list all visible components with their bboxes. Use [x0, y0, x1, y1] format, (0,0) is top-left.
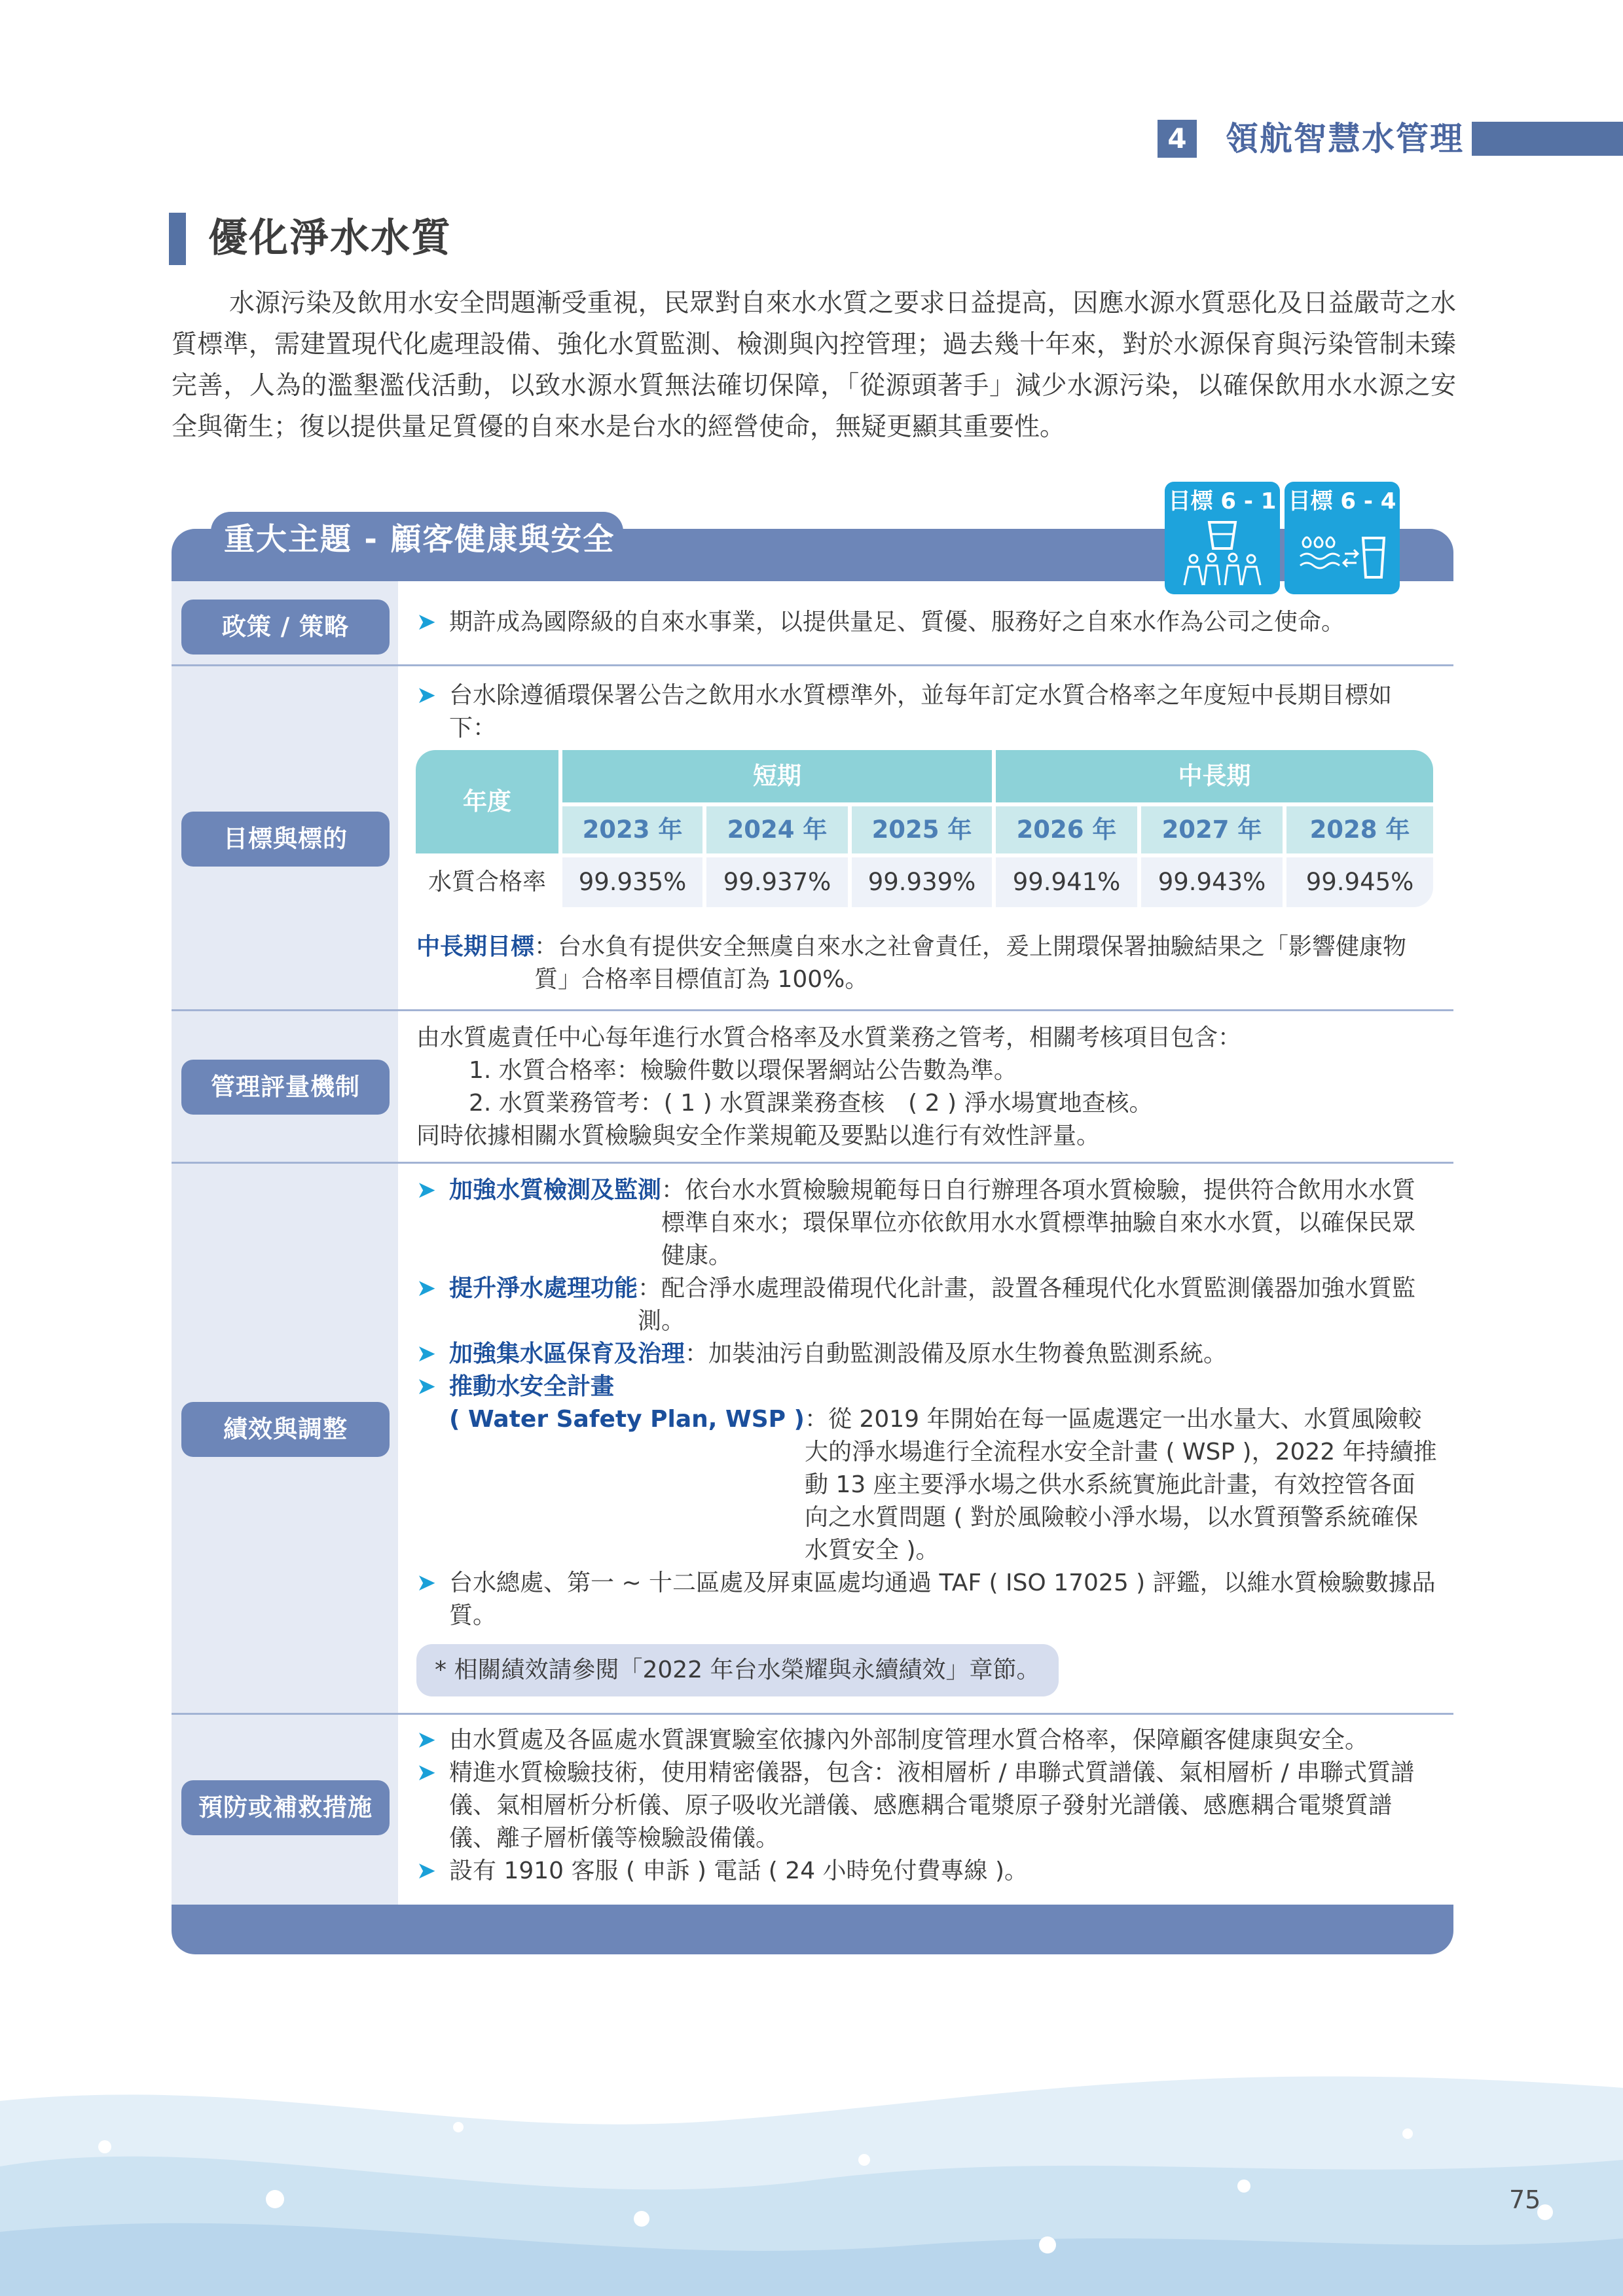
- rate-value-cell: 99.935%: [562, 857, 702, 907]
- chapter-title: 領航智慧水管理: [1226, 120, 1464, 158]
- theme-title: 重大主題 - 顧客健康與安全: [224, 522, 615, 558]
- row-policy: [172, 581, 1453, 666]
- intro-text: 水源污染及飲用水安全問題漸受重視，民眾對自來水水質之要求日益提高，因應水源水質惡化及日益嚴苛之水質標準，需建置現代化處理設備、強化水質監測、檢測與內控管理；過去幾十年來，對於水源保育與污染管制未臻完善，人為的濫墾濫伐活動，以致水源水質無法確切保障，「從源頭著手」減少水源污染，以確保飲用水水源之安全與衛生；復以提供量足質優的自來水是台水的經營使命，無疑更顯其重要性。: [172, 289, 1456, 442]
- arrow-bullet-icon: ➤: [416, 682, 437, 709]
- sdg-6-4-label: 目標 6 - 4: [1288, 488, 1396, 514]
- year-header: 年度: [463, 787, 511, 816]
- rate-value-cell: 99.945%: [1286, 857, 1433, 907]
- mgmt-line-4: 同時依據相關水質檢驗與安全作業規範及要點以進行有效性評量。: [416, 1122, 1101, 1149]
- table-footer-band: [172, 1905, 1453, 1954]
- row-prevent: [172, 1715, 1453, 1905]
- sdg-6-1-label: 目標 6 - 1: [1168, 488, 1277, 514]
- water-wave-decoration: [0, 2049, 1623, 2296]
- arrow-bullet-icon: ➤: [416, 1727, 437, 1753]
- perf-bullet-2: ➤ 提升淨水處理功能 ：配合淨水處理設備現代化計畫，設置各種現代化水質監測儀器加強水質監測。: [416, 1272, 1438, 1338]
- policy-text: 期許成為國際級的自來水事業，以提供量足、質優、服務好之自來水作為公司之使命。: [449, 609, 1345, 636]
- prevent-bullet-1: ➤ 由水質處及各區處水質課實驗室依據內外部制度管理水質合格率，保障顧客健康與安全。: [416, 1724, 1438, 1757]
- arrow-bullet-icon: ➤: [416, 1177, 437, 1204]
- perf-content: [416, 1174, 1438, 1696]
- year-cell: 2024 年: [706, 806, 848, 853]
- row-perf: [172, 1164, 1453, 1715]
- mgmt-line-1: 由水質處責任中心每年進行水質合格率及水質業務之管考，相關考核項目包含：: [416, 1024, 1242, 1051]
- sdg-6-1-badge: [1165, 482, 1280, 594]
- header-accent-bar: [1472, 122, 1623, 156]
- year-cell: 2028 年: [1286, 806, 1433, 853]
- arrow-bullet-icon: ➤: [416, 1857, 437, 1884]
- year-cell: 2023 年: [562, 806, 702, 853]
- water-efficiency-icon: [1295, 520, 1389, 588]
- quality-target-table: [416, 750, 1437, 896]
- prevent-content: [416, 1724, 1438, 1888]
- mgmt-line-3: 2. 水質業務管考：( 1 ) 水質課業務查核 ( 2 ) 淨水場實地查核。: [469, 1090, 1153, 1117]
- year-cell: 2025 年: [852, 806, 992, 853]
- mid-long-term-header: 中長期: [996, 750, 1433, 802]
- mid-long-goal: [416, 931, 1438, 996]
- mid-long-goal-text: ：台水負有提供安全無虞自來水之社會責任，爰上開環保署抽驗結果之「影響健康物質」合格率目標值訂為 100%。: [534, 933, 1407, 993]
- label-mgmt: 管理評量機制: [181, 1060, 390, 1115]
- arrow-bullet-icon: ➤: [416, 1340, 437, 1367]
- arrow-bullet-icon: ➤: [416, 1373, 437, 1400]
- prevent-bullet-2: ➤ 精進水質檢驗技術，使用精密儀器，包含：液相層析 / 串聯式質譜儀、氣相層析 / 串聯式質譜儀、氣相層析分析儀、原子吸收光譜儀、感應耦合電漿原子發射光譜儀、感應耦合電漿質譜儀、離子層析儀等檢驗設備儀。: [416, 1757, 1438, 1855]
- chapter-number: 4: [1158, 120, 1197, 158]
- rate-value-cell: 99.941%: [996, 857, 1137, 907]
- section-title: 優化淨水水質: [208, 215, 452, 261]
- year-cell: 2027 年: [1141, 806, 1283, 853]
- drinking-water-icon: [1175, 520, 1269, 588]
- mgmt-content: [416, 1022, 1438, 1153]
- target-text: 台水除遵循環保署公告之飲用水水質標準外，並每年訂定水質合格率之年度短中長期目標如下：: [449, 682, 1393, 742]
- arrow-bullet-icon: ➤: [416, 1570, 437, 1596]
- row-mgmt: [172, 1011, 1453, 1164]
- label-prevent: 預防或補救措施: [181, 1780, 390, 1835]
- arrow-bullet-icon: ➤: [416, 1759, 437, 1786]
- perf-bullet-3: ➤ 加強集水區保育及治理 ：加裝油污自動監測設備及原水生物養魚監測系統。: [416, 1338, 1438, 1371]
- section-title-bar: [169, 213, 186, 265]
- perf-note: * 相關績效請參閱「2022 年台水榮耀與永續績效」章節。: [416, 1644, 1059, 1696]
- label-target: 目標與標的: [181, 812, 390, 867]
- rate-value-cell: 99.937%: [706, 857, 848, 907]
- arrow-bullet-icon: ➤: [416, 1275, 437, 1302]
- rate-row-label: 水質合格率: [428, 869, 546, 895]
- prevent-bullet-3: ➤ 設有 1910 客服 ( 申訴 ) 電話 ( 24 小時免付費專線 )。: [416, 1855, 1438, 1888]
- sdg-6-4-badge: [1285, 482, 1400, 594]
- arrow-bullet-icon: ➤: [416, 609, 437, 636]
- year-cell: 2026 年: [996, 806, 1137, 853]
- target-intro: [416, 679, 1425, 745]
- intro-paragraph: [172, 283, 1456, 448]
- mid-long-goal-key: 中長期目標: [416, 933, 535, 960]
- perf-bullet-1: ➤ 加強水質檢測及監測 ：依台水水質檢驗規範每日自行辦理各項水質檢驗，提供符合飲用水水質標準自來水；環保單位亦依飲用水水質標準抽驗自來水水質，以確保民眾健康。: [416, 1174, 1438, 1272]
- label-perf: 績效與調整: [181, 1402, 390, 1457]
- page-number: 75: [1509, 2185, 1541, 2214]
- label-policy: 政策 / 策略: [181, 600, 390, 655]
- mgmt-line-2: 1. 水質合格率：檢驗件數以環保署網站公告數為準。: [469, 1057, 1017, 1084]
- short-term-header: 短期: [562, 750, 992, 802]
- rate-value-cell: 99.939%: [852, 857, 992, 907]
- perf-bullet-5: ➤ 台水總處、第一 ~ 十二區處及屏東區處均通過 TAF ( ISO 17025 ) 評鑑，以維水質檢驗數據品質。: [416, 1567, 1438, 1632]
- policy-content: [416, 606, 1425, 639]
- perf-bullet-4: ➤ 推動水安全計畫 ( Water Safety Plan, WSP ) ：從 2019 年開始在每一區處選定一出水量大、水質風險較大的淨水場進行全流程水安全計畫 ( WSP )，2022 年持續推動 13 座主要淨水場之供水系統實施此計畫，有效控管各面向之水質問題 ( 對於風險較小淨水場，以水質預警系統確保水質安全 )。: [416, 1371, 1438, 1567]
- rate-value-cell: 99.943%: [1141, 857, 1283, 907]
- row-target: [172, 666, 1453, 1011]
